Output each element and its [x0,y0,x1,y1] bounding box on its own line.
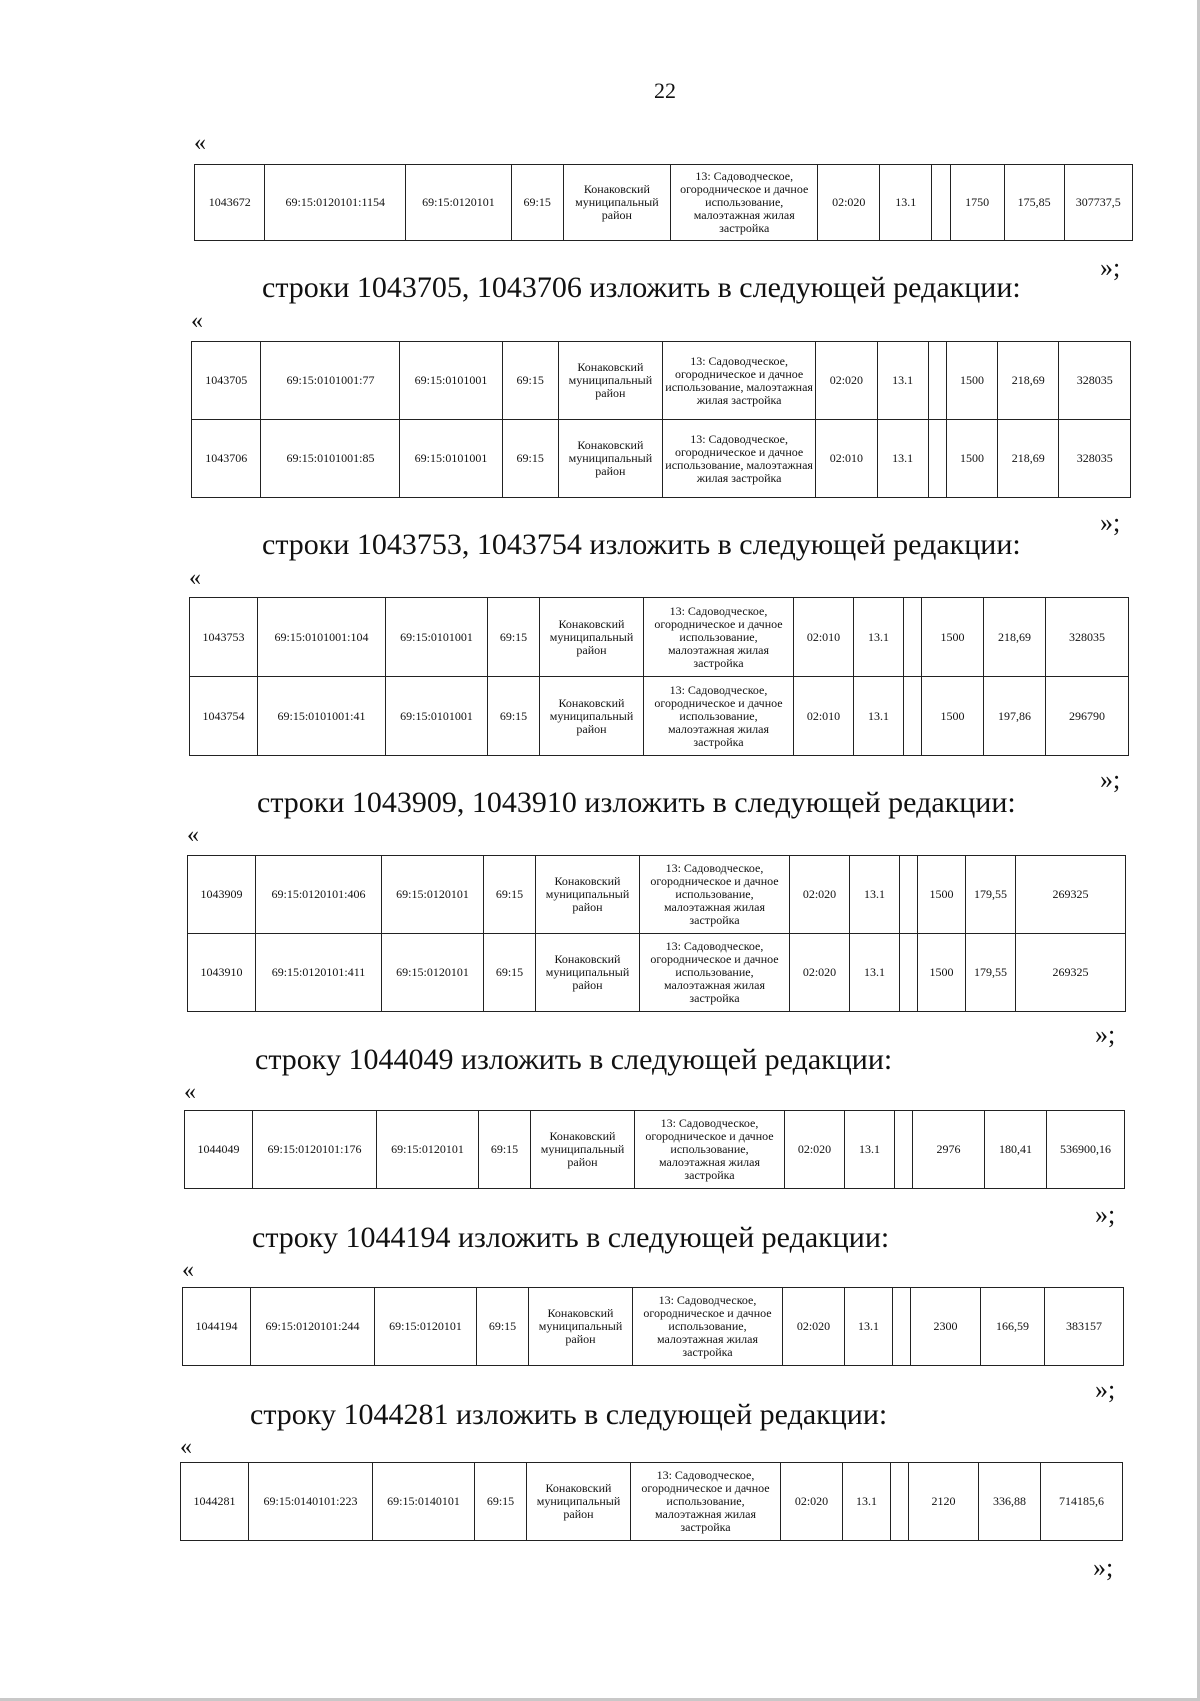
table-cell: 02:020 [785,1111,845,1189]
table-cell: 2300 [911,1288,981,1366]
table-row [192,342,1131,420]
table-cell: 1044194 [183,1288,251,1366]
table-cell: 2120 [909,1463,979,1541]
table-cell: 69:15:0101001:104 [258,598,386,677]
table-cell: 1500 [947,342,998,420]
table-cell: 69:15:0120101 [382,934,484,1012]
table-cell: 218,69 [984,598,1046,677]
table-cell: 69:15:0120101:244 [251,1288,375,1366]
table-6 [182,1287,1124,1366]
table-cell: 13: Садоводческое, огородническое и дачное использование, малоэтажная жилая застройка [663,342,816,420]
table-cell: 13.1 [877,342,928,420]
table-cell: 69:15:0120101 [377,1111,479,1189]
table-cell: 13.1 [877,420,928,498]
table-cell [900,856,918,934]
table-cell: 328035 [1059,342,1131,420]
table-cell: 13.1 [850,856,900,934]
table-cell: 02:010 [794,677,854,756]
table-cell: 179,55 [966,934,1016,1012]
table-cell [904,598,922,677]
table-cell: 69:15:0120101:1154 [265,165,406,241]
table-cell: 13: Садоводческое, огородническое и дачное использование, малоэтажная жилая застройка [644,677,794,756]
table-cell: 175,85 [1004,165,1064,241]
table-cell: 1750 [950,165,1004,241]
table-cell: 69:15 [502,420,558,498]
table-cell: 1500 [922,598,984,677]
table-cell: 328035 [1059,420,1131,498]
section-heading: строки 1043705, 1043706 изложить в следующей редакции: [262,271,1021,304]
section-heading: строки 1043909, 1043910 изложить в следующей редакции: [257,786,1016,819]
table-cell: Конаковский муниципальный район [536,856,640,934]
table-cell: 1043672 [195,165,265,241]
table-cell: Конаковский муниципальный район [527,1463,631,1541]
table-cell: 13: Садоводческое, огородническое и дачное использование, малоэтажная жилая застройка [633,1288,783,1366]
table-cell: 536900,16 [1047,1111,1125,1189]
table-cell: 1500 [922,677,984,756]
table-cell: 02:020 [790,856,850,934]
table-cell: Конаковский муниципальный район [536,934,640,1012]
table-cell: 13: Садоводческое, огородническое и дачное использование, малоэтажная жилая застройка [640,856,790,934]
table-row [188,856,1126,934]
table-cell: 1044281 [181,1463,249,1541]
table-cell: Конаковский муниципальный район [563,165,671,241]
table-cell: 02:020 [790,934,850,1012]
table-cell: 69:15 [511,165,563,241]
opening-quote: « [194,130,206,156]
table-cell: 69:15:0101001 [386,598,488,677]
table-cell: 13.1 [843,1463,891,1541]
table-cell: 69:15:0101001:85 [261,420,400,498]
table-cell: 69:15 [484,934,536,1012]
table-cell: 307737,5 [1064,165,1132,241]
table-cell: 1500 [918,934,966,1012]
table-3 [189,597,1129,756]
table-cell: 13.1 [850,934,900,1012]
closing-quote: »; [1100,765,1121,794]
table-1 [194,164,1133,241]
table-row [181,1463,1123,1541]
table-cell: 69:15:0101001 [400,342,502,420]
table-cell: 02:020 [781,1463,843,1541]
table-cell: 69:15 [488,677,540,756]
section-heading: строку 1044049 изложить в следующей редакции: [255,1043,893,1076]
table-cell: 13.1 [845,1288,893,1366]
table-cell [932,165,951,241]
table-cell: 13: Садоводческое, огородническое и дачное использование, малоэтажная жилая застройка [663,420,816,498]
table-cell: 69:15 [488,598,540,677]
table-cell [891,1463,909,1541]
table-cell: Конаковский муниципальный район [540,598,644,677]
table-cell: Конаковский муниципальный район [531,1111,635,1189]
table-cell: 197,86 [984,677,1046,756]
table-cell: 69:15:0120101 [382,856,484,934]
table-cell: 69:15:0120101:406 [256,856,382,934]
table-cell: 296790 [1046,677,1129,756]
closing-quote: »; [1100,508,1121,537]
table-cell: 69:15:0140101 [373,1463,475,1541]
table-cell: 1043705 [192,342,261,420]
table-cell: 1043753 [190,598,258,677]
closing-quote: »; [1095,1200,1116,1229]
table-cell: 179,55 [966,856,1016,934]
table-cell: 13: Садоводческое, огородническое и дачное использование, малоэтажная жилая застройка [644,598,794,677]
table-7 [180,1462,1123,1541]
table-row [190,598,1129,677]
table-cell: 1043706 [192,420,261,498]
table-cell [895,1111,913,1189]
table-cell: 218,69 [998,420,1059,498]
closing-quote: »; [1093,1553,1114,1582]
table-cell: 383157 [1045,1288,1124,1366]
table-cell: 02:020 [816,342,877,420]
table-2 [191,341,1131,498]
table-row [183,1288,1124,1366]
table-cell: 69:15 [479,1111,531,1189]
table-cell [904,677,922,756]
table-cell: 02:010 [816,420,877,498]
section-heading: строки 1043753, 1043754 изложить в следующей редакции: [262,528,1021,561]
table-cell: 13: Садоводческое, огородническое и дачное использование, малоэтажная жилая застройка [640,934,790,1012]
table-cell: 13.1 [854,598,904,677]
table-row [190,677,1129,756]
table-cell: 69:15:0101001 [400,420,502,498]
opening-quote: « [180,1434,192,1460]
table-cell: 69:15:0101001:77 [261,342,400,420]
table-cell: 1044049 [185,1111,253,1189]
table-cell: 69:15 [484,856,536,934]
table-cell: 02:020 [818,165,880,241]
table-cell: 13: Садоводческое, огородническое и дачное использование, малоэтажная жилая застройка [631,1463,781,1541]
table-cell: 69:15:0120101 [375,1288,477,1366]
table-cell: 269325 [1016,856,1126,934]
opening-quote: « [191,308,203,334]
table-4 [187,855,1126,1012]
table-row [188,934,1126,1012]
opening-quote: « [187,822,199,848]
table-cell: 69:15:0101001 [386,677,488,756]
opening-quote: « [184,1079,196,1105]
table-cell: 13: Садоводческое, огородническое и дачное использование, малоэтажная жилая застройка [635,1111,785,1189]
table-cell: 180,41 [985,1111,1047,1189]
table-cell: 13.1 [880,165,932,241]
table-cell: 336,88 [979,1463,1041,1541]
opening-quote: « [189,565,201,591]
table-row [192,420,1131,498]
table-cell: 02:010 [794,598,854,677]
table-cell: Конаковский муниципальный район [540,677,644,756]
table-cell: 69:15:0120101:411 [256,934,382,1012]
table-cell: 69:15:0140101:223 [249,1463,373,1541]
table-cell: 69:15:0120101:176 [253,1111,377,1189]
table-cell: 69:15 [502,342,558,420]
table-cell: 1500 [947,420,998,498]
table-cell: 69:15 [475,1463,527,1541]
page-number: 22 [654,78,676,103]
closing-quote: »; [1100,253,1121,282]
table-cell: 1043909 [188,856,256,934]
closing-quote: »; [1095,1375,1116,1404]
table-cell: 69:15:0120101 [406,165,512,241]
table-cell: 1043910 [188,934,256,1012]
table-cell: Конаковский муниципальный район [529,1288,633,1366]
table-cell [928,420,946,498]
table-cell: 269325 [1016,934,1126,1012]
table-cell: 166,59 [981,1288,1045,1366]
table-cell: 714185,6 [1041,1463,1123,1541]
table-cell: Конаковский муниципальный район [558,342,662,420]
table-cell: Конаковский муниципальный район [558,420,662,498]
table-cell [900,934,918,1012]
table-cell [893,1288,911,1366]
opening-quote: « [182,1257,194,1283]
table-cell: 218,69 [998,342,1059,420]
section-heading: строку 1044281 изложить в следующей редакции: [250,1398,888,1431]
table-cell: 02:020 [783,1288,845,1366]
table-cell: 1043754 [190,677,258,756]
table-cell: 13.1 [854,677,904,756]
table-cell [928,342,946,420]
closing-quote: »; [1095,1020,1116,1049]
table-cell: 13.1 [845,1111,895,1189]
table-cell: 2976 [913,1111,985,1189]
table-row [185,1111,1125,1189]
table-5 [184,1110,1125,1189]
table-row [195,165,1133,241]
table-cell: 328035 [1046,598,1129,677]
section-heading: строку 1044194 изложить в следующей редакции: [252,1221,890,1254]
table-cell: 69:15 [477,1288,529,1366]
table-cell: 69:15:0101001:41 [258,677,386,756]
table-cell: 1500 [918,856,966,934]
table-cell: 13: Садоводческое, огородническое и дачное использование, малоэтажная жилая застройка [671,165,818,241]
